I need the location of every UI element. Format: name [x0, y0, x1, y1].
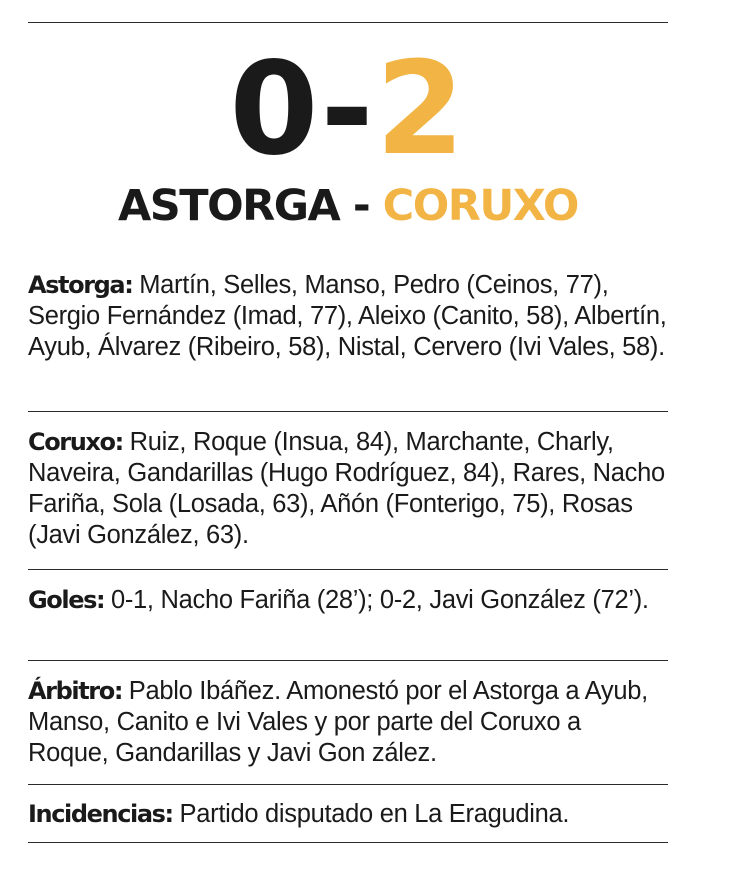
goals-label: Goles: [28, 586, 105, 614]
divider [28, 660, 668, 661]
final-score [28, 35, 668, 184]
referee-text: Pablo Ibáñez. Amonestó por el Astorga a Ayub, Manso, Canito e Ivi Vales y por parte del Coruxo a Roque, Gandarillas y Javi Gon zález. [28, 677, 648, 767]
coruxo-lineup [28, 427, 668, 551]
top-divider [28, 22, 668, 23]
match-summary-card [28, 0, 668, 876]
divider [28, 569, 668, 570]
home-team-name: ASTORGA [118, 181, 340, 231]
home-score: 0 [229, 35, 321, 184]
incidents-label: Incidencias: [28, 800, 173, 828]
coruxo-lineup-text: Ruiz, Roque (Insua, 84), Marchante, Charly, Naveira, Gandarillas (Hugo Rodríguez, 84), Rares, Nacho Fariña, Sola (Losada, 63), Añón (Fonterigo, 75), Rosas (Javi González, 63). [28, 428, 665, 549]
divider [28, 784, 668, 785]
astorga-lineup-label: Astorga: [28, 271, 133, 299]
score-separator: - [320, 35, 376, 184]
goals-section [28, 585, 668, 616]
coruxo-lineup-label: Coruxo: [28, 428, 123, 456]
divider [28, 411, 668, 412]
away-score: 2 [375, 35, 467, 184]
bottom-divider [28, 842, 668, 843]
astorga-lineup [28, 270, 668, 363]
away-team-name: CORUXO [382, 181, 578, 231]
astorga-lineup-text: Martín, Selles, Manso, Pedro (Ceinos, 77), Sergio Fernández (Imad, 77), Aleixo (Canito, 58), Albertín, Ayub, Álvarez (Ribeiro, 58), Nistal, Cervero (Ivi Vales, 58). [28, 271, 667, 361]
incidents-section [28, 799, 668, 830]
incidents-text: Partido disputado en La Eragudina. [172, 800, 570, 828]
teams-separator: - [339, 181, 383, 231]
referee-section [28, 676, 668, 769]
goals-text: 0-1, Nacho Fariña (28’); 0-2, Javi González (72’). [104, 586, 649, 614]
referee-label: Árbitro: [28, 677, 123, 705]
teams-heading [28, 178, 668, 234]
